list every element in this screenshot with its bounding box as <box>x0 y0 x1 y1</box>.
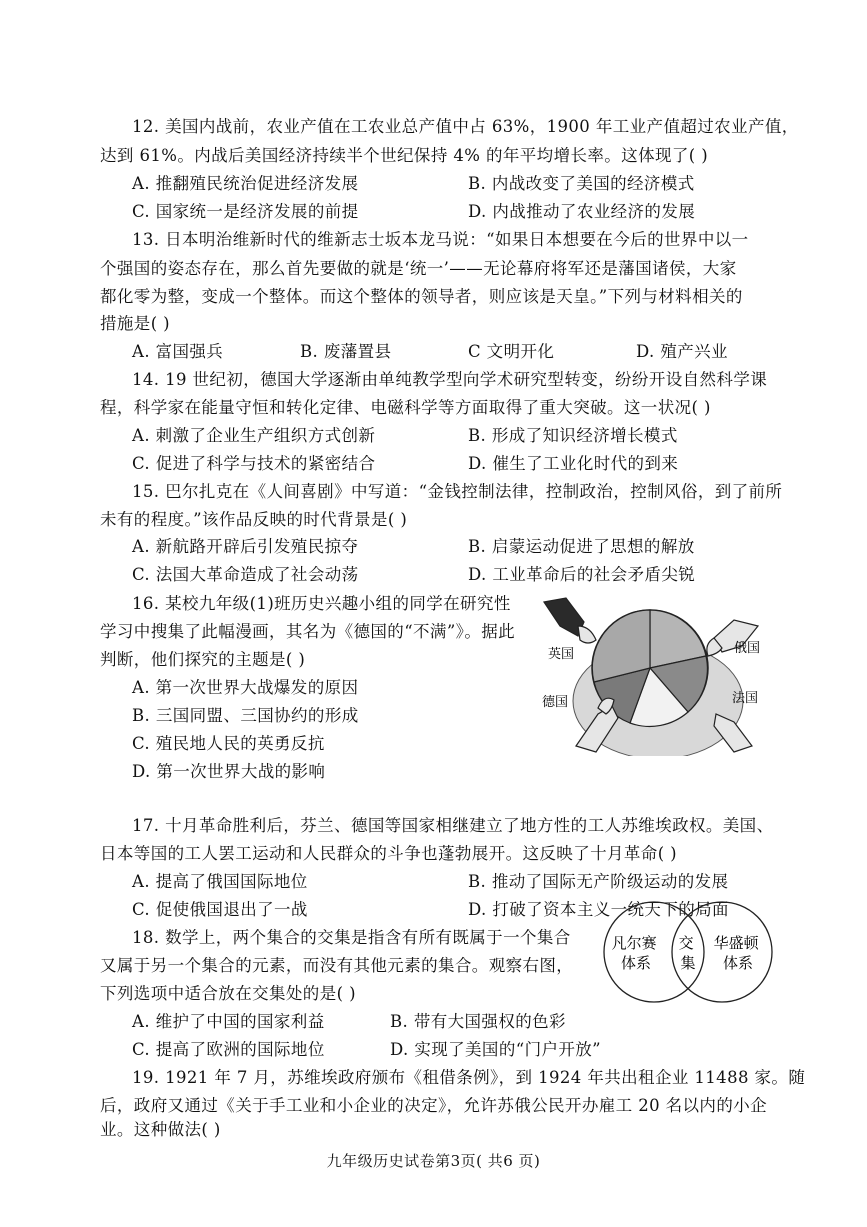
q16-option-d: D. 第一次世界大战的影响 <box>132 762 326 781</box>
q18-option-a: A. 维护了中国的国家利益 <box>132 1012 325 1031</box>
q12-option-b: B. 内战改变了美国的经济模式 <box>468 174 695 193</box>
venn-left-label: 凡尔赛 体系 <box>611 936 657 972</box>
q13-line-1: 13. 日本明治维新时代的维新志士坂本龙马说：“如果日本想要在今后的世界中以一 <box>132 230 749 249</box>
q13-option-c: C 文明开化 <box>468 342 555 361</box>
q15-option-c: C. 法国大革命造成了社会动荡 <box>132 565 359 584</box>
page-footer: 九年级历史试卷第3页( 共6 页) <box>326 1152 541 1170</box>
q16-line-1: 16. 某校九年级(1)班历史兴趣小组的同学在研究性 <box>132 594 511 613</box>
q13-line-3: 都化零为整，变成一个整体。而这个整体的领导者，则应该是天皇。”下列与材料相关的 <box>100 287 743 306</box>
q16-option-c: C. 殖民地人民的英勇反抗 <box>132 734 325 753</box>
q18-line-3: 下列选项中适合放在交集处的是( ) <box>100 984 356 1003</box>
q19-line-3: 业。这种做法( ) <box>100 1120 221 1139</box>
q14-line-1: 14. 19 世纪初，德国大学逐渐由单纯教学型向学术研究型转变，纷纷开设自然科学课 <box>132 370 768 389</box>
germany-discontent-cartoon <box>538 596 764 756</box>
q15-line-2: 未有的程度。”该作品反映的时代背景是( ) <box>100 510 408 529</box>
q13-option-b: B. 废藩置县 <box>300 342 392 361</box>
venn-circle-right <box>672 902 772 1002</box>
q13-line-2: 个强国的姿态存在，那么首先要做的就是‘统一’——无论幕府将军还是藩国诸侯，大家 <box>100 259 737 278</box>
q13-option-a: A. 富国强兵 <box>132 342 224 361</box>
venn-circle-left <box>604 902 704 1002</box>
cartoon-label-britain: 英国 <box>548 646 575 661</box>
q18-line-1: 18. 数学上，两个集合的交集是指含有所有既属于一个集合 <box>132 928 571 947</box>
q15-option-b: B. 启蒙运动促进了思想的解放 <box>468 537 695 556</box>
q13-option-d: D. 殖产兴业 <box>636 342 728 361</box>
q12-option-d: D. 内战推动了农业经济的发展 <box>468 202 696 221</box>
q17-option-c: C. 促使俄国退出了一战 <box>132 900 308 919</box>
cartoon-label-germany: 德国 <box>542 694 569 709</box>
cartoon-label-france: 法国 <box>732 690 759 705</box>
q17-option-a: A. 提高了俄国国际地位 <box>132 872 308 891</box>
q15-option-d: D. 工业革命后的社会矛盾尖锐 <box>468 565 696 584</box>
venn-diagram <box>598 898 778 1006</box>
q16-line-3: 判断，他们探究的主题是( ) <box>100 650 306 669</box>
q18-option-c: C. 提高了欧洲的国际地位 <box>132 1040 325 1059</box>
q16-line-2: 学习中搜集了此幅漫画，其名为《德国的“不满”》。据此 <box>100 622 516 641</box>
q12-line-2: 达到 61%。内战后美国经济持续半个世纪保持 4% 的年平均增长率。这体现了( ) <box>100 146 709 165</box>
q19-line-2: 后，政府又通过《关于手工业和小企业的决定》，允许苏俄公民开办雇工 20 名以内的小企 <box>100 1096 768 1115</box>
q15-option-a: A. 新航路开辟后引发殖民掠夺 <box>132 537 359 556</box>
q16-option-b: B. 三国同盟、三国协约的形成 <box>132 706 359 725</box>
q14-option-c: C. 促进了科学与技术的紧密结合 <box>132 454 376 473</box>
q12-option-a: A. 推翻殖民统治促进经济发展 <box>132 174 359 193</box>
q17-option-d: D. 打破了资本主义一统天下的局面 <box>468 900 729 919</box>
q14-option-a: A. 刺激了企业生产组织方式创新 <box>132 426 376 445</box>
q12-line-1: 12. 美国内战前，农业产值在工农业总产值中占 63%，1900 年工业产值超过农业产值， <box>132 117 799 136</box>
q18-line-2: 又属于另一个集合的元素，而没有其他元素的集合。观察右图， <box>100 956 574 975</box>
q18-option-b: B. 带有大国强权的色彩 <box>390 1012 566 1031</box>
q19-line-1: 19. 1921 年 7 月，苏维埃政府颁布《租借条例》，到 1924 年共出租企业 11488 家。随 <box>132 1068 806 1087</box>
q17-option-b: B. 推动了国际无产阶级运动的发展 <box>468 872 729 891</box>
venn-center-label: 交 集 <box>678 936 696 972</box>
q18-option-d: D. 实现了美国的“门户开放” <box>390 1040 602 1059</box>
q14-option-d: D. 催生了工业化时代的到来 <box>468 454 679 473</box>
q13-line-4: 措施是( ) <box>100 314 171 333</box>
venn-right-label: 华盛顿 体系 <box>713 936 759 972</box>
q15-line-1: 15. 巴尔扎克在《人间喜剧》中写道：“金钱控制法律，控制政治，控制风俗，到了前所 <box>132 482 783 501</box>
q16-option-a: A. 第一次世界大战爆发的原因 <box>132 678 359 697</box>
q14-line-2: 程，科学家在能量守恒和转化定律、电磁科学等方面取得了重大突破。这一状况( ) <box>100 398 711 417</box>
q17-line-2: 日本等国的工人罢工运动和人民群众的斗争也蓬勃展开。这反映了十月革命( ) <box>100 844 678 863</box>
q17-line-1: 17. 十月革命胜利后，芬兰、德国等国家相继建立了地方性的工人苏维埃政权。美国、 <box>132 816 774 835</box>
cartoon-label-russia: 俄国 <box>734 640 761 655</box>
q12-option-c: C. 国家统一是经济发展的前提 <box>132 202 359 221</box>
q14-option-b: B. 形成了知识经济增长模式 <box>468 426 678 445</box>
